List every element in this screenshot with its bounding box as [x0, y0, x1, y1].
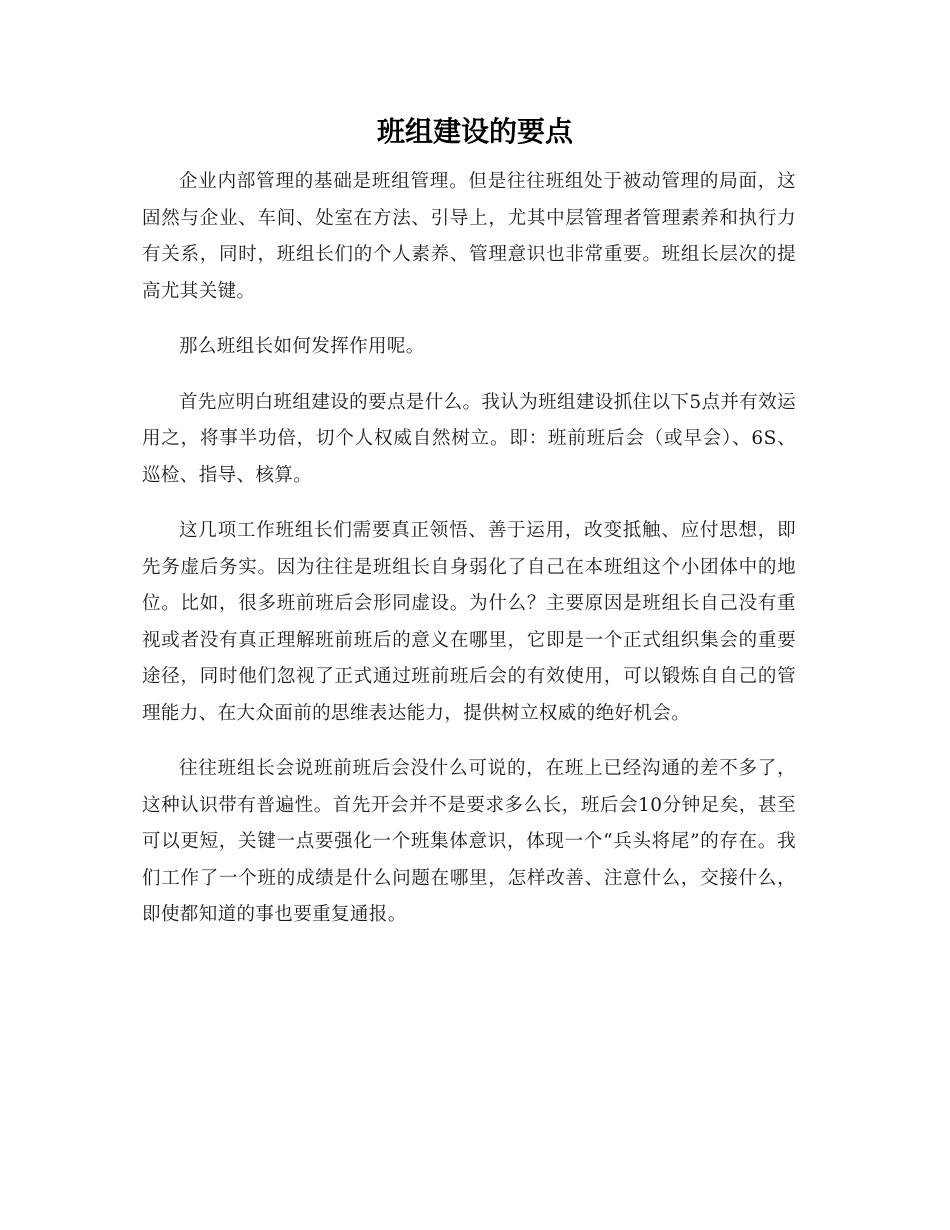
paragraph: 往往班组长会说班前班后会没什么可说的，在班上已经沟通的差不多了，这种认识带有普遍性。首先开会并不是要求多么长，班后会10分钟足矣，甚至可以更短，关键一点要强化一个班集体意识，体现一个“兵头将尾”的存在。我们工作了一个班的成绩是什么问题在哪里，怎样改善、注意什么，交接什么，即使都知道的事也要重复通报。: [142, 758, 796, 925]
paragraph: 首先应明白班组建设的要点是什么。我认为班组建设抓住以下5点并有效运用之，将事半功倍，切个人权威自然树立。即：班前班后会（或早会）、6S、巡检、指导、核算。: [142, 391, 796, 486]
document-body: [142, 164, 796, 953]
paragraph: 这几项工作班组长们需要真正领悟、善于运用，改变抵触、应付思想，即先务虚后务实。因为往往是班组长自身弱化了自己在本班组这个小团体中的地位。比如，很多班前班后会形同虚设。为什么？主要原因是班组长自己没有重视或者没有真正理解班前班后的意义在哪里，它即是一个正式组织集会的重要途径，同时他们忽视了正式通过班前班后会的有效使用，可以锻炼自自己的管理能力、在大众面前的思维表达能力，提供树立权威的绝好机会。: [142, 520, 796, 724]
document-title: 班组建设的要点: [376, 115, 573, 148]
paragraph: 企业内部管理的基础是班组管理。但是往往班组处于被动管理的局面，这固然与企业、车间、处室在方法、引导上，尤其中层管理者管理素养和执行力有关系，同时，班组长们的个人素养、管理意识也非常重要。班组长层次的提高尤其关键。: [142, 171, 796, 302]
paragraph: 那么班组长如何发挥作用呢。: [179, 336, 425, 357]
